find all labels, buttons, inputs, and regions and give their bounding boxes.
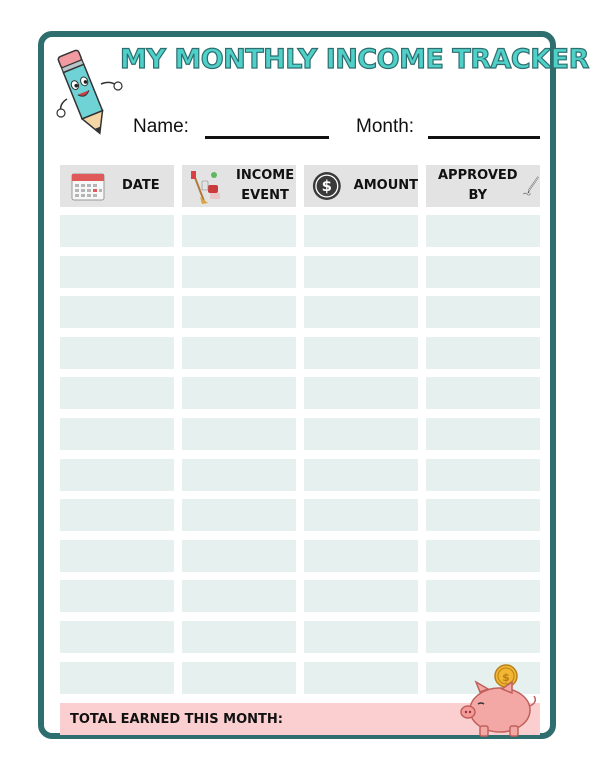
column-header-date [60, 165, 174, 207]
table-cell-date[interactable] [60, 621, 174, 653]
cleaning-supplies-icon [188, 167, 224, 205]
table-cell-income-event[interactable] [182, 499, 296, 531]
table-cell-amount[interactable] [304, 337, 418, 369]
column-header-amount [304, 165, 418, 207]
table-cell-amount[interactable] [304, 215, 418, 247]
table-cell-date[interactable] [60, 540, 174, 572]
table-cell-amount[interactable] [304, 459, 418, 491]
table-cell-income-event[interactable] [182, 418, 296, 450]
table-cell-date[interactable] [60, 256, 174, 288]
column-header-income-event-label: INCOME EVENT [236, 168, 295, 203]
table-cell-approved-by[interactable] [426, 459, 540, 491]
table-cell-approved-by[interactable] [426, 256, 540, 288]
table-cell-income-event[interactable] [182, 296, 296, 328]
table-cell-income-event[interactable] [182, 459, 296, 491]
table-cell-approved-by[interactable] [426, 621, 540, 653]
calendar-icon [70, 170, 106, 202]
svg-text:$: $ [321, 178, 332, 196]
month-field[interactable] [428, 136, 540, 139]
column-header-approved-by-label: APPROVED BY [438, 168, 518, 203]
pencil-signature-icon [522, 167, 540, 205]
table-cell-amount[interactable] [304, 540, 418, 572]
table-cell-amount[interactable] [304, 580, 418, 612]
name-label: Name: [133, 116, 189, 137]
table-cell-income-event[interactable] [182, 256, 296, 288]
table-cell-date[interactable] [60, 499, 174, 531]
svg-text:$: $ [502, 671, 510, 684]
column-header-income-event [182, 165, 296, 207]
table-cell-approved-by[interactable] [426, 296, 540, 328]
column-header-date-label: DATE [122, 178, 160, 193]
name-field[interactable] [205, 136, 329, 139]
column-header-amount-label: AMOUNT [353, 178, 418, 193]
table-cell-amount[interactable] [304, 296, 418, 328]
dollar-coin-icon [312, 169, 342, 203]
table-cell-approved-by[interactable] [426, 337, 540, 369]
table-cell-date[interactable] [60, 418, 174, 450]
column-header-approved-by [426, 165, 540, 207]
table-cell-approved-by[interactable] [426, 540, 540, 572]
table-cell-date[interactable] [60, 377, 174, 409]
table-cell-income-event[interactable] [182, 540, 296, 572]
table-cell-approved-by[interactable] [426, 418, 540, 450]
piggy-bank-icon [456, 662, 540, 742]
pencil-mascot-icon [55, 44, 125, 144]
table-cell-amount[interactable] [304, 621, 418, 653]
table-cell-income-event[interactable] [182, 377, 296, 409]
table-cell-amount[interactable] [304, 662, 418, 694]
table-cell-date[interactable] [60, 296, 174, 328]
table-cell-date[interactable] [60, 662, 174, 694]
table-cell-date[interactable] [60, 215, 174, 247]
table-cell-income-event[interactable] [182, 580, 296, 612]
table-cell-approved-by[interactable] [426, 580, 540, 612]
month-label: Month: [356, 116, 415, 137]
total-earned-label: TOTAL EARNED THIS MONTH: [70, 711, 283, 727]
table-cell-approved-by[interactable] [426, 499, 540, 531]
page-title: MY MONTHLY INCOME TRACKER [120, 44, 589, 75]
table-cell-approved-by[interactable] [426, 215, 540, 247]
table-cell-income-event[interactable] [182, 337, 296, 369]
table-cell-income-event[interactable] [182, 662, 296, 694]
table-cell-income-event[interactable] [182, 215, 296, 247]
table-cell-amount[interactable] [304, 418, 418, 450]
table-cell-date[interactable] [60, 580, 174, 612]
table-cell-date[interactable] [60, 459, 174, 491]
table-cell-amount[interactable] [304, 256, 418, 288]
table-cell-income-event[interactable] [182, 621, 296, 653]
table-cell-date[interactable] [60, 337, 174, 369]
table-cell-amount[interactable] [304, 377, 418, 409]
table-cell-amount[interactable] [304, 499, 418, 531]
table-cell-approved-by[interactable] [426, 377, 540, 409]
